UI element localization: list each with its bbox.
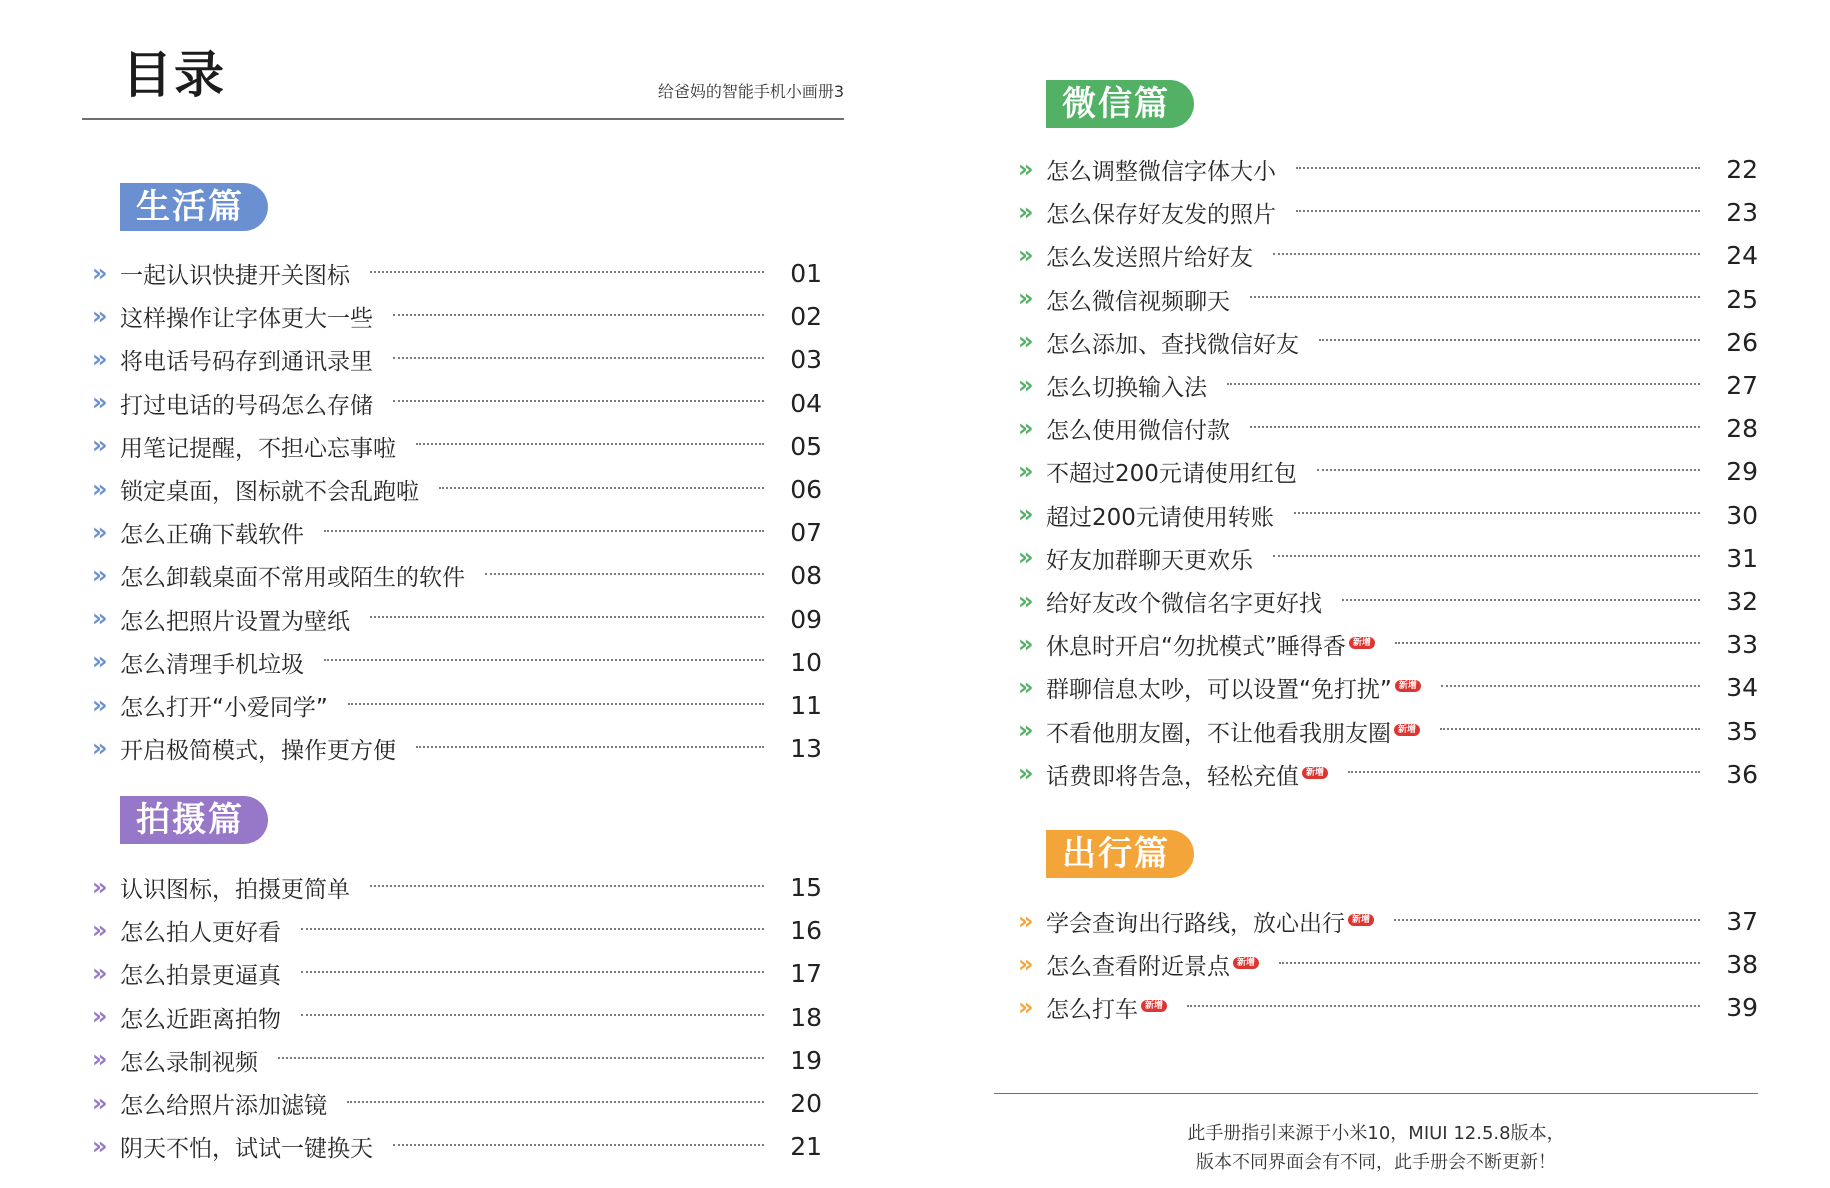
dot-leader	[393, 357, 764, 359]
double-chevron-icon: »	[92, 1088, 108, 1117]
toc-entry-title: 阴天不怕，试试一键换天	[120, 1136, 373, 1163]
toc-entry-title: 用笔记提醒，不担心忘事啦	[120, 435, 396, 462]
toc-entry[interactable]	[1018, 753, 1758, 796]
page-number: 29	[1726, 457, 1758, 487]
double-chevron-icon: »	[92, 604, 108, 633]
page-number: 21	[790, 1132, 822, 1162]
page-number: 39	[1726, 993, 1758, 1023]
double-chevron-icon: »	[1018, 197, 1034, 226]
toc-entry-title: 学会查询出行路线，放心出行 新增	[1046, 905, 1374, 938]
page-number: 31	[1726, 543, 1758, 573]
page-number: 06	[790, 475, 822, 504]
new-badge: 新增	[1141, 1000, 1167, 1012]
double-chevron-icon: »	[92, 258, 108, 287]
page-number: 19	[790, 1045, 822, 1075]
toc-entry[interactable]	[92, 338, 822, 381]
title-divider	[82, 118, 844, 120]
toc-entry-title: 怎么添加、查找微信好友	[1046, 331, 1299, 358]
page-number: 38	[1726, 950, 1758, 980]
toc-entry[interactable]	[1018, 900, 1758, 943]
double-chevron-icon: »	[92, 388, 108, 417]
page-number: 11	[790, 691, 822, 720]
double-chevron-icon: »	[1018, 154, 1034, 183]
new-badge: 新增	[1348, 914, 1374, 926]
dot-leader	[1227, 383, 1700, 385]
dot-leader	[1187, 1005, 1700, 1007]
toc-entry-title: 怎么录制视频	[120, 1049, 258, 1076]
double-chevron-icon: »	[92, 344, 108, 373]
double-chevron-icon: »	[1018, 240, 1034, 269]
toc-entry[interactable]	[1018, 321, 1758, 364]
section-badge-wechat: 微信篇	[1046, 80, 1194, 128]
toc-entry-title: 怎么给照片添加滤镜	[120, 1093, 327, 1119]
toc-entry[interactable]	[92, 382, 822, 425]
toc-entry-title: 这样操作让字体更大一些	[120, 306, 373, 333]
toc-entry-title: 给好友改个微信名字更好找	[1046, 591, 1322, 617]
toc-entry-title: 怎么使用微信付款	[1046, 418, 1230, 445]
double-chevron-icon: »	[1018, 284, 1034, 313]
toc-entry[interactable]	[1018, 191, 1758, 234]
double-chevron-icon: »	[92, 647, 108, 676]
toc-entry[interactable]	[1018, 580, 1758, 623]
section-badge-life: 生活篇	[120, 183, 268, 231]
page-number: 15	[790, 873, 822, 902]
toc-entry-title: 怎么查看附近景点 新增	[1046, 948, 1259, 981]
toc-entry[interactable]	[92, 909, 822, 952]
page-number: 05	[790, 431, 822, 461]
toc-entry[interactable]	[1018, 666, 1758, 709]
double-chevron-icon: »	[1018, 500, 1034, 529]
toc-entry[interactable]	[92, 1082, 822, 1125]
double-chevron-icon: »	[92, 517, 108, 546]
page-number: 28	[1726, 414, 1758, 444]
toc-entry-title: 话费即将告急，轻松充值 新增	[1046, 758, 1328, 791]
new-badge: 新增	[1394, 724, 1420, 736]
booklet-subtitle: 给爸妈的智能手机小画册3	[657, 82, 844, 101]
dot-leader	[301, 928, 764, 930]
dot-leader	[416, 443, 764, 445]
dot-leader	[1342, 599, 1700, 601]
dot-leader	[1441, 685, 1700, 687]
page-number: 08	[790, 561, 822, 591]
page-number: 37	[1726, 907, 1758, 936]
dot-leader	[324, 530, 764, 532]
toc-entry[interactable]	[1018, 986, 1758, 1029]
toc-entry-title: 不超过200元请使用红包	[1046, 461, 1297, 488]
dot-leader	[301, 971, 764, 973]
double-chevron-icon: »	[92, 474, 108, 503]
double-chevron-icon: »	[1018, 672, 1034, 701]
dot-leader	[348, 703, 764, 705]
dot-leader	[370, 885, 764, 887]
toc-entry-title: 打过电话的号码怎么存储	[120, 392, 373, 419]
dot-leader	[1250, 296, 1700, 298]
toc-entry[interactable]	[1018, 148, 1758, 191]
dot-leader	[370, 271, 764, 273]
double-chevron-icon: »	[1018, 586, 1034, 615]
toc-entry-title: 怎么把照片设置为壁纸	[120, 608, 350, 635]
toc-entry-title: 群聊信息太吵，可以设置“免打扰” 新增	[1046, 671, 1421, 704]
toc-entry[interactable]	[92, 1039, 822, 1082]
double-chevron-icon: »	[92, 301, 108, 330]
toc-entry[interactable]	[92, 425, 822, 468]
double-chevron-icon: »	[92, 958, 108, 987]
toc-entry[interactable]	[92, 598, 822, 641]
toc-entry[interactable]	[1018, 537, 1758, 580]
new-badge: 新增	[1349, 637, 1375, 649]
page-number: 35	[1726, 716, 1758, 746]
toc-entry-title: 怎么微信视频聊天	[1046, 288, 1230, 315]
double-chevron-icon: »	[1018, 456, 1034, 485]
toc-entry-title: 怎么打开“小爱同学”	[120, 695, 328, 721]
toc-entry-title: 怎么保存好友发的照片	[1046, 202, 1276, 229]
double-chevron-icon: »	[1018, 716, 1034, 745]
toc-entry-title: 怎么清理手机垃圾	[120, 651, 304, 678]
page-number: 26	[1726, 327, 1758, 357]
toc-entry-title: 怎么近距离拍物	[120, 1006, 281, 1033]
dot-leader	[1348, 771, 1700, 773]
toc-entry[interactable]	[1018, 710, 1758, 753]
toc-entry[interactable]	[1018, 407, 1758, 450]
double-chevron-icon: »	[1018, 906, 1034, 935]
double-chevron-icon: »	[1018, 413, 1034, 442]
double-chevron-icon: »	[1018, 759, 1034, 788]
toc-entry[interactable]	[1018, 278, 1758, 321]
double-chevron-icon: »	[92, 560, 108, 589]
toc-entry-title: 怎么打车 新增	[1046, 991, 1167, 1024]
page-number: 03	[790, 345, 822, 375]
toc-entry-title: 开启极简模式，操作更方便	[120, 738, 396, 765]
toc-entry[interactable]	[92, 641, 822, 684]
section-badge-travel: 出行篇	[1046, 830, 1194, 878]
toc-entry-title: 怎么调整微信字体大小	[1046, 159, 1276, 185]
footer-divider	[994, 1093, 1758, 1094]
double-chevron-icon: »	[92, 1131, 108, 1160]
dot-leader	[301, 1014, 764, 1016]
footer-note	[994, 1119, 1758, 1177]
toc-entry-title: 怎么拍人更好看	[120, 920, 281, 947]
toc-entry[interactable]	[1018, 494, 1758, 537]
toc-entry[interactable]	[92, 952, 822, 995]
toc-entry-title: 将电话号码存到通讯录里	[120, 349, 373, 376]
page-number: 16	[790, 916, 822, 946]
page-number: 13	[790, 734, 822, 764]
toc-entry[interactable]	[92, 468, 822, 511]
dot-leader	[278, 1057, 764, 1059]
dot-leader	[370, 616, 764, 618]
page-number: 25	[1726, 284, 1758, 314]
toc-entry[interactable]	[92, 252, 822, 295]
dot-leader	[347, 1101, 764, 1103]
dot-leader	[1296, 167, 1700, 169]
toc-entry-title: 认识图标，拍摄更简单	[120, 877, 350, 903]
dot-leader	[1394, 919, 1700, 921]
page-title: 目录	[122, 46, 226, 104]
page-number: 10	[790, 647, 822, 677]
toc-entry-title: 怎么正确下载软件	[120, 522, 304, 549]
dot-leader	[324, 659, 764, 661]
double-chevron-icon: »	[1018, 949, 1034, 978]
toc-entry[interactable]	[92, 727, 822, 770]
double-chevron-icon: »	[92, 915, 108, 944]
double-chevron-icon: »	[1018, 370, 1034, 399]
toc-entry[interactable]	[1018, 364, 1758, 407]
toc-entry[interactable]	[1018, 623, 1758, 666]
double-chevron-icon: »	[92, 431, 108, 460]
page-number: 30	[1726, 500, 1758, 530]
double-chevron-icon: »	[92, 1002, 108, 1031]
toc-entry-title: 怎么发送照片给好友	[1046, 245, 1253, 272]
toc-entry-title: 不看他朋友圈，不让他看我朋友圈 新增	[1046, 715, 1420, 748]
page-number: 23	[1726, 198, 1758, 228]
new-badge: 新增	[1395, 680, 1421, 692]
double-chevron-icon: »	[1018, 327, 1034, 356]
page-number: 32	[1726, 587, 1758, 616]
toc-entry-title: 锁定桌面，图标就不会乱跑啦	[120, 479, 419, 505]
toc-entry-title: 怎么卸载桌面不常用或陌生的软件	[120, 565, 465, 592]
page-number: 01	[790, 259, 822, 288]
page-number: 24	[1726, 241, 1758, 271]
toc-entry[interactable]	[1018, 450, 1758, 493]
toc-entry[interactable]	[92, 684, 822, 727]
dot-leader	[393, 1144, 764, 1146]
double-chevron-icon: »	[1018, 543, 1034, 572]
page-number: 09	[790, 604, 822, 634]
double-chevron-icon: »	[92, 733, 108, 762]
footer-note-line2: 版本不同界面会有不同，此手册会不断更新！	[1196, 1152, 1556, 1173]
dot-leader	[1440, 728, 1700, 730]
toc-entry[interactable]	[92, 554, 822, 597]
dot-leader	[393, 400, 764, 402]
toc-entry[interactable]	[92, 996, 822, 1039]
dot-leader	[1273, 555, 1700, 557]
dot-leader	[1319, 339, 1700, 341]
dot-leader	[416, 746, 764, 748]
page-number: 07	[790, 518, 822, 548]
double-chevron-icon: »	[1018, 992, 1034, 1021]
dot-leader	[1250, 426, 1700, 428]
toc-entry-title: 怎么拍景更逼真	[120, 963, 281, 990]
page-number: 33	[1726, 630, 1758, 660]
dot-leader	[1273, 253, 1700, 255]
double-chevron-icon: »	[92, 872, 108, 901]
toc-entry[interactable]	[92, 1125, 822, 1168]
page-number: 20	[790, 1089, 822, 1118]
toc-entry-title: 超过200元请使用转账	[1046, 504, 1274, 531]
toc-entry-title: 休息时开启“勿扰模式”睡得香 新增	[1046, 628, 1375, 661]
dot-leader	[1317, 469, 1700, 471]
toc-entry-title: 怎么切换输入法	[1046, 375, 1207, 401]
toc-entry[interactable]	[92, 295, 822, 338]
double-chevron-icon: »	[92, 1045, 108, 1074]
dot-leader	[1294, 512, 1700, 514]
footer-note-line1: 此手册指引来源于小米10，MIUI 12.5.8版本，	[1187, 1123, 1565, 1144]
section-badge-photo: 拍摄篇	[120, 796, 268, 844]
dot-leader	[1279, 962, 1700, 964]
dot-leader	[393, 314, 764, 316]
double-chevron-icon: »	[1018, 629, 1034, 658]
dot-leader	[1395, 642, 1700, 644]
page-number: 34	[1726, 673, 1758, 703]
toc-entry-title: 好友加群聊天更欢乐	[1046, 547, 1253, 574]
new-badge: 新增	[1302, 767, 1328, 779]
page-number: 04	[790, 388, 822, 418]
page-number: 36	[1726, 759, 1758, 789]
page-number: 02	[790, 302, 822, 332]
double-chevron-icon: »	[92, 690, 108, 719]
page-number: 27	[1726, 371, 1758, 400]
page-number: 22	[1726, 155, 1758, 184]
page-number: 18	[790, 1002, 822, 1032]
toc-entry[interactable]	[1018, 234, 1758, 277]
new-badge: 新增	[1233, 957, 1259, 969]
toc-entry-title: 一起认识快捷开关图标	[120, 263, 350, 289]
dot-leader	[485, 573, 764, 575]
toc-entry[interactable]	[92, 866, 822, 909]
toc-entry[interactable]	[92, 511, 822, 554]
dot-leader	[1296, 210, 1700, 212]
dot-leader	[439, 487, 764, 489]
page-number: 17	[790, 959, 822, 989]
toc-entry[interactable]	[1018, 943, 1758, 986]
